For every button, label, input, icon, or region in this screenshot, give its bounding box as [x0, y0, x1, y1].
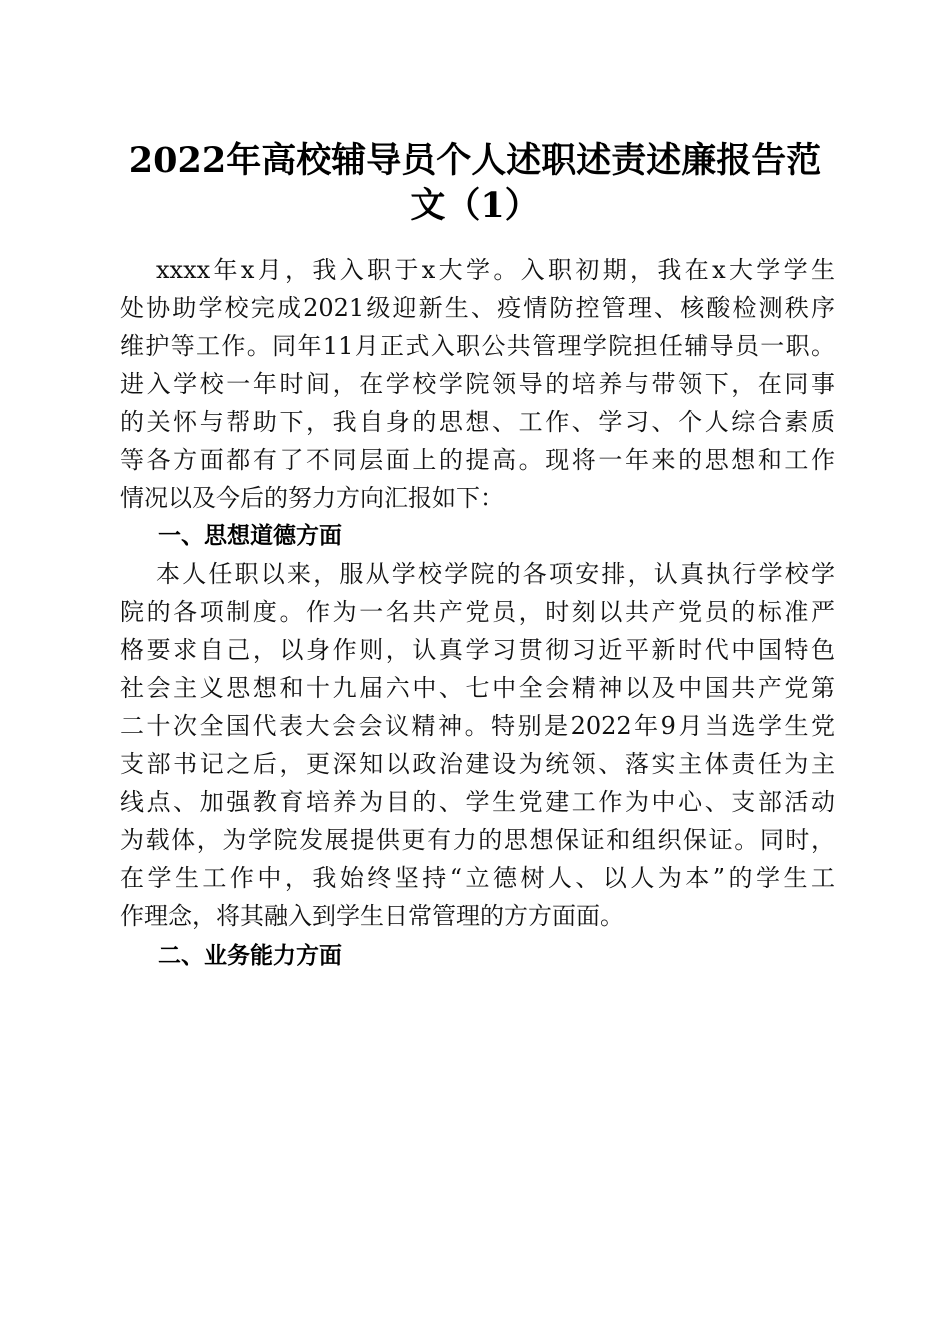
section-body-line: 为载体，为学院发展提供更有力的思想保证和组织保证。同时， [120, 826, 835, 854]
section-body-line: 支部书记之后，更深知以政治建设为统领、落实主体责任为主 [120, 750, 835, 778]
intro-line: xxxx年x月，我入职于x大学。入职初期，我在x大学学生 [156, 256, 835, 284]
section-heading-moral: 一、思想道德方面 [158, 523, 342, 549]
section-body-line: 在学生工作中，我始终坚持“立德树人、以人为本”的学生工 [120, 864, 835, 892]
intro-line: 的关怀与帮助下，我自身的思想、工作、学习、个人综合素质 [120, 408, 835, 436]
section-body-line: 社会主义思想和十九届六中、七中全会精神以及中国共产党第 [120, 674, 835, 702]
intro-line: 维护等工作。同年11月正式入职公共管理学院担任辅导员一职。 [120, 332, 835, 360]
section-body-line: 作理念，将其融入到学生日常管理的方方面面。 [120, 902, 624, 930]
section-body-line: 线点、加强教育培养为目的、学生党建工作为中心、支部活动 [120, 788, 835, 816]
section-body-line: 院的各项制度。作为一名共产党员，时刻以共产党员的标准严 [120, 598, 835, 626]
section-body-line: 本人任职以来，服从学校学院的各项安排，认真执行学校学 [156, 560, 835, 588]
intro-line: 进入学校一年时间，在学校学院领导的培养与带领下，在同事 [120, 370, 835, 398]
intro-line: 处协助学校完成2021级迎新生、疫情防控管理、核酸检测秩序 [120, 294, 835, 322]
intro-line: 等各方面都有了不同层面上的提高。现将一年来的思想和工作 [120, 446, 835, 474]
section-heading-business: 二、业务能力方面 [158, 943, 342, 969]
intro-line: 情况以及今后的努力方向汇报如下： [120, 484, 504, 512]
document-title-line-1: 2022年高校辅导员个人述职述责述廉报告范 [128, 140, 822, 181]
document-title-line-2: 文（1） [410, 185, 540, 226]
section-body-line: 格要求自己，以身作则，认真学习贯彻习近平新时代中国特色 [120, 636, 835, 664]
section-body-line: 二十次全国代表大会会议精神。特别是2022年9月当选学生党 [120, 712, 835, 740]
